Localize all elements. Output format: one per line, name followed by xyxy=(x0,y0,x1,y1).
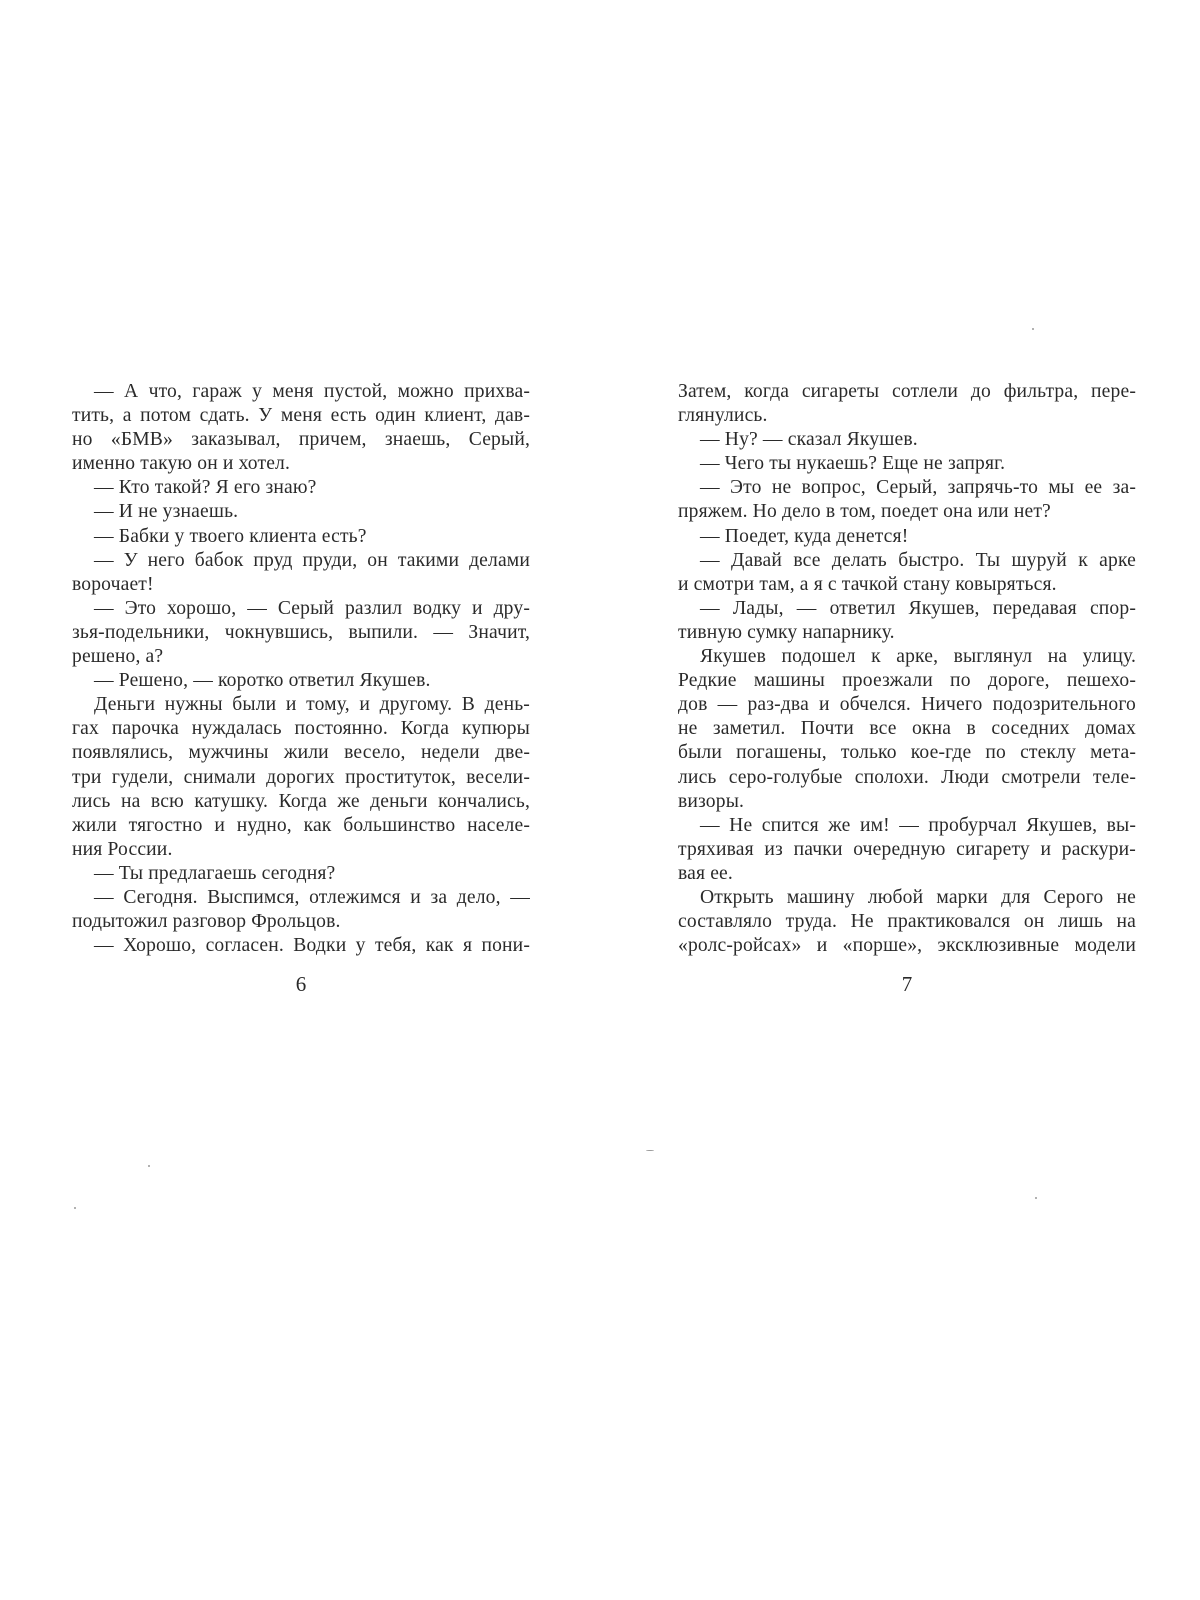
text-line xyxy=(678,958,1136,960)
text-line: Якушев подошел к арке, выглянул на улицу. xyxy=(700,646,1136,668)
text-line: гах парочка нуждалась постоянно. Когда купюры xyxy=(72,718,530,740)
text-line: лись серо-голубые сполохи. Люди смотрели теле- xyxy=(678,766,1136,788)
text-line: — Кто такой? Я его знаю? xyxy=(94,477,317,499)
text-line: визоры. xyxy=(678,790,745,812)
text-line: — Это хорошо, — Серый разлил водку и дру- xyxy=(94,597,530,619)
text-line: — Ну? — сказал Якушев. xyxy=(700,429,918,451)
text-line: — Решено, — коротко ответил Якушев. xyxy=(94,670,431,692)
text-line: — Это не вопрос, Серый, запрячь-то мы ее за- xyxy=(700,477,1136,499)
scan-speck xyxy=(1035,1197,1037,1199)
text-line: Открыть машину любой марки для Серого не xyxy=(700,886,1136,908)
text-line: ворочает! xyxy=(72,573,154,595)
text-line: — А что, гараж у меня пустой, можно прихва- xyxy=(94,381,530,402)
text-line: — Поедет, куда денется! xyxy=(700,525,909,547)
text-line: — Давай все делать быстро. Ты шуруй к арке xyxy=(700,549,1136,571)
scan-speck xyxy=(646,1150,654,1151)
text-line: — Не спится же им! — пробурчал Якушев, вы- xyxy=(700,814,1136,836)
left-page-number: 6 xyxy=(295,972,307,996)
text-line: именно такую он и хотел. xyxy=(72,453,291,475)
text-line: ния России. xyxy=(72,838,173,860)
text-line: не заметил. Почти все окна в соседних домах xyxy=(678,718,1136,740)
text-line: глянулись. xyxy=(678,405,768,427)
text-line: Редкие машины проезжали по дороге, пешехо- xyxy=(678,670,1136,692)
text-line: вая ее. xyxy=(678,862,733,884)
text-line xyxy=(72,958,530,960)
text-line: — Бабки у твоего клиента есть? xyxy=(94,525,367,547)
text-line: решено, а? xyxy=(72,646,164,668)
scan-speck xyxy=(148,1165,150,1167)
text-line: составляло труда. Не практиковался он лишь на xyxy=(678,911,1136,933)
text-line: но «БМВ» заказывал, причем, знаешь, Серый, xyxy=(72,429,530,451)
text-line: подытожил разговор Фрольцов. xyxy=(72,911,341,933)
text-line: Затем, когда сигареты сотлели до фильтра, пере- xyxy=(678,381,1136,402)
text-line: — Ты предлагаешь сегодня? xyxy=(94,862,336,884)
text-line: тить, а потом сдать. У меня есть один клиент, дав- xyxy=(72,405,530,427)
scan-speck xyxy=(1032,328,1034,330)
right-page xyxy=(678,380,1136,996)
text-line: — Чего ты нукаешь? Еще не запряг. xyxy=(700,453,1006,475)
text-line: «ролс-ройсах» и «порше», эксклюзивные модели xyxy=(678,935,1136,957)
text-line: Деньги нужны были и тому, и другому. В день- xyxy=(94,694,530,716)
text-line: дов — раз-два и обчелся. Ничего подозрительного xyxy=(678,694,1136,716)
text-line: и смотри там, а я с тачкой стану ковыряться. xyxy=(678,573,1057,595)
right-page-number: 7 xyxy=(901,972,913,996)
text-line: были погашены, только кое-где по стеклу мета- xyxy=(678,742,1136,764)
text-line: — Лады, — ответил Якушев, передавая спор- xyxy=(700,597,1136,619)
text-line: — Сегодня. Выспимся, отлежимся и за дело, — xyxy=(94,886,530,908)
text-line: пряжем. Но дело в том, поедет она или нет? xyxy=(678,501,1051,523)
text-line: зья-подельники, чокнувшись, выпили. — Значит, xyxy=(72,621,530,643)
text-line: тряхивая из пачки очередную сигарету и раскури- xyxy=(678,838,1136,860)
text-line: лись на всю катушку. Когда же деньги кончались, xyxy=(72,790,530,812)
left-page xyxy=(72,380,530,996)
scan-speck xyxy=(74,1207,76,1209)
text-line: три гудели, снимали дорогих проституток, весели- xyxy=(72,766,530,788)
right-page-text xyxy=(678,380,1136,960)
text-line: жили тягостно и нудно, как большинство населе- xyxy=(72,814,530,836)
text-line: — У него бабок пруд пруди, он такими делами xyxy=(94,549,530,571)
text-line: — И не узнаешь. xyxy=(94,501,239,523)
text-line: тивную сумку напарнику. xyxy=(678,621,895,643)
left-page-text xyxy=(72,380,530,960)
text-line: — Хорошо, согласен. Водки у тебя, как я пони- xyxy=(94,935,530,957)
text-line: появлялись, мужчины жили весело, недели две- xyxy=(72,742,530,764)
